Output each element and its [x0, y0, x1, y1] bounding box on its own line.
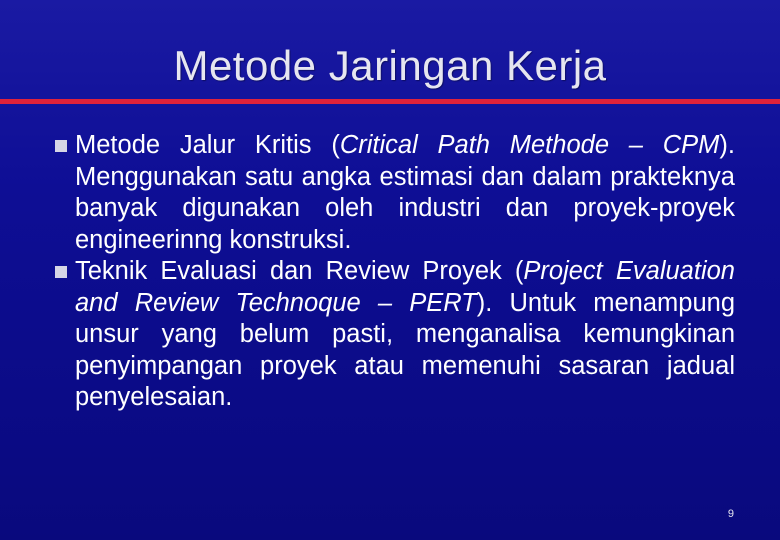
- square-bullet-icon: [55, 266, 67, 278]
- bullet-item-pert: [55, 256, 735, 414]
- bullet-list: [55, 130, 735, 414]
- bullet-text-pre: Teknik Evaluasi dan Review Proyek (: [75, 257, 524, 285]
- bullet-text-post: ). Menggunakan satu angka estimasi dan dalam prakteknya banyak digunakan oleh industri dan proyek-proyek engineerinng konstruksi.: [75, 131, 735, 254]
- bullet-text-pre: Metode Jalur Kritis (: [75, 131, 340, 159]
- bullet-text-italic: Project Evaluation and Review Technoque – PERT: [75, 257, 735, 317]
- bullet-item-cpm: [55, 130, 735, 256]
- bullet-text-post: ). Untuk menampung unsur yang belum pasti, menganalisa kemungkinan penyimpangan proyek atau memenuhi sasaran jadual penyelesaian.: [75, 288, 735, 411]
- page-number: 9: [727, 508, 734, 520]
- square-bullet-icon: [55, 140, 67, 152]
- slide-title: Metode Jaringan Kerja: [173, 42, 607, 89]
- bullet-text-italic: Critical Path Methode – CPM: [339, 131, 720, 159]
- title-underline-rule: [0, 99, 780, 104]
